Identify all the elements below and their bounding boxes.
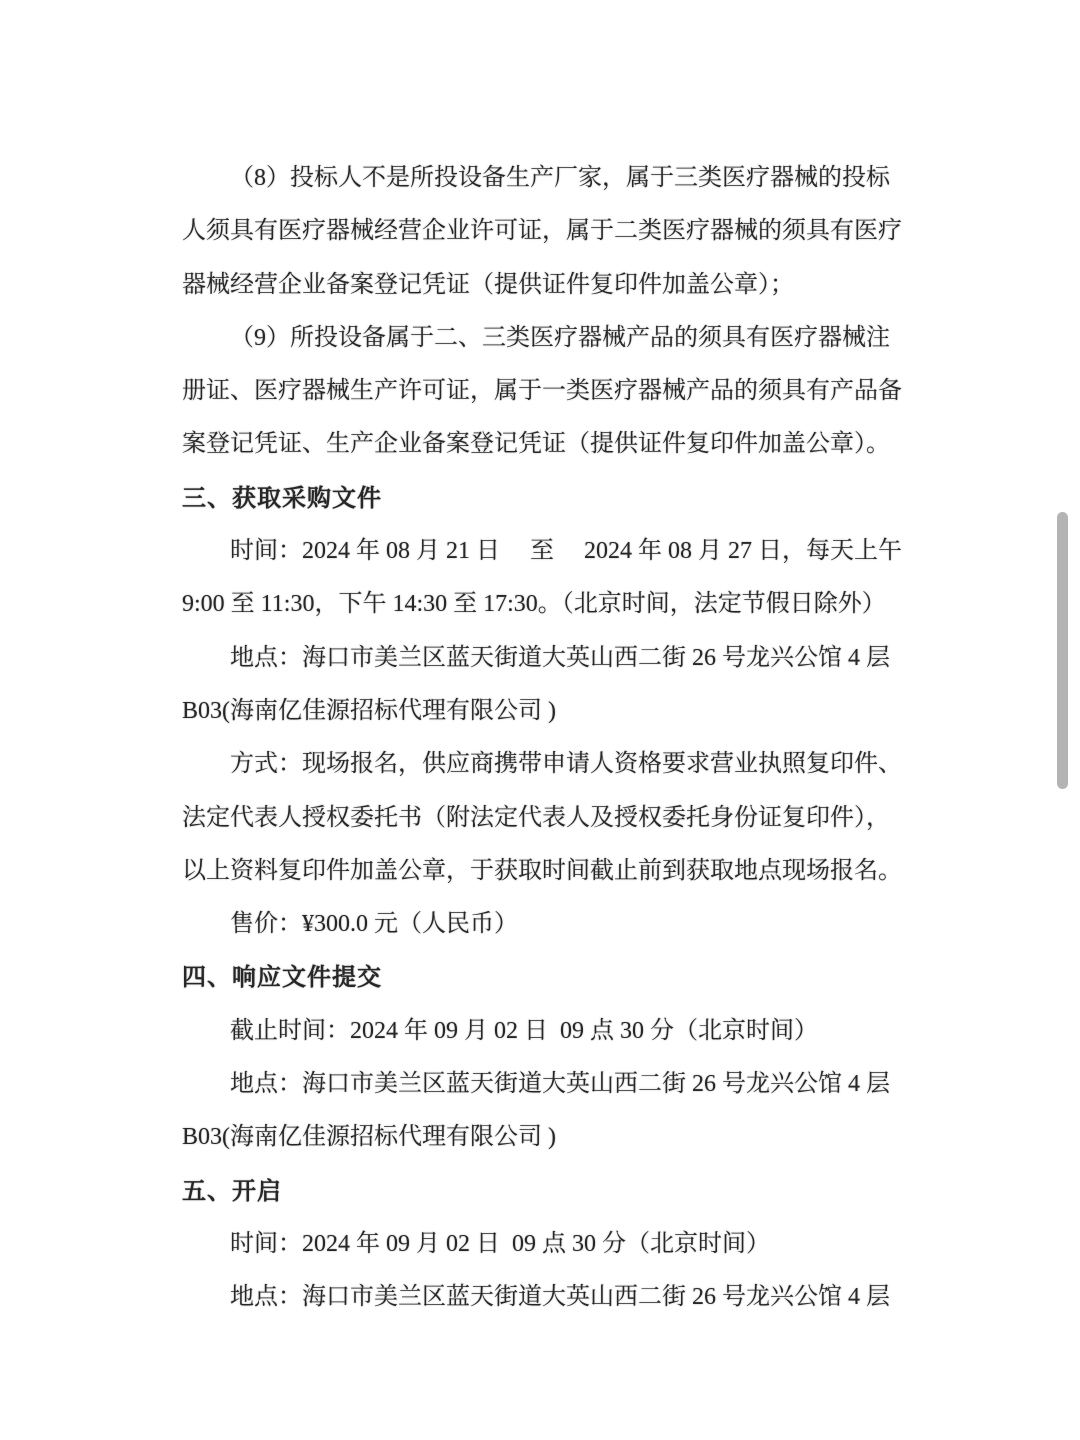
text-line: 四、响应文件提交: [182, 964, 382, 992]
paragraph: [182, 738, 910, 898]
paragraph: [182, 1271, 910, 1324]
paragraph: [182, 1005, 910, 1058]
text-line: 以上资料复印件加盖公章，于获取时间截止前到获取地点现场报名。: [182, 857, 902, 884]
text-line: 地点：海口市美兰区蓝天街道大英山西二街 26 号龙兴公馆 4 层: [230, 644, 890, 671]
text-line: 时间：2024 年 08 月 21 日 至 2024 年 08 月 27 日，每天上午: [230, 538, 902, 565]
text-line: 五、开启: [182, 1177, 282, 1205]
text-line: B03(海南亿佳源招标代理有限公司 ): [182, 1124, 556, 1151]
text-line: 册证、医疗器械生产许可证，属于一类医疗器械产品的须具有产品备: [182, 378, 902, 405]
section-heading: [182, 1165, 910, 1218]
document-content: [182, 0, 910, 1325]
scrollbar-thumb[interactable]: [1057, 512, 1068, 789]
text-line: 地点：海口市美兰区蓝天街道大英山西二街 26 号龙兴公馆 4 层: [230, 1071, 890, 1098]
text-line: 法定代表人授权委托书（附法定代表人及授权委托身份证复印件），: [182, 804, 890, 831]
text-line: 9:00 至 11:30，下午 14:30 至 17:30。（北京时间，法定节假日除外）: [182, 591, 886, 618]
paragraph: [182, 152, 910, 312]
paragraph: [182, 632, 910, 739]
paragraph: [182, 312, 910, 472]
section-heading: [182, 951, 910, 1004]
paragraph: [182, 898, 910, 951]
text-line: 三、获取采购文件: [182, 484, 382, 512]
text-line: 方式：现场报名，供应商携带申请人资格要求营业执照复印件、: [230, 751, 902, 778]
text-line: 器械经营企业备案登记凭证（提供证件复印件加盖公章）；: [182, 271, 794, 298]
text-line: 案登记凭证、生产企业备案登记凭证（提供证件复印件加盖公章）。: [182, 431, 890, 458]
paragraph: [182, 1218, 910, 1271]
paragraph: [182, 525, 910, 632]
text-line: B03(海南亿佳源招标代理有限公司 ): [182, 697, 556, 724]
text-line: 截止时间：2024 年 09 月 02 日 09 点 30 分（北京时间）: [230, 1017, 818, 1044]
text-line: 人须具有医疗器械经营企业许可证，属于二类医疗器械的须具有医疗: [182, 218, 902, 245]
text-line: （8）投标人不是所投设备生产厂家，属于三类医疗器械的投标: [230, 165, 890, 191]
paragraph: [182, 1058, 910, 1165]
text-line: 时间：2024 年 09 月 02 日 09 点 30 分（北京时间）: [230, 1230, 770, 1257]
text-line: （9）所投设备属于二、三类医疗器械产品的须具有医疗器械注: [230, 324, 890, 351]
section-heading: [182, 472, 910, 525]
text-line: 地点：海口市美兰区蓝天街道大英山西二街 26 号龙兴公馆 4 层: [230, 1284, 890, 1311]
text-line: 售价：¥300.0 元（人民币）: [230, 911, 518, 938]
